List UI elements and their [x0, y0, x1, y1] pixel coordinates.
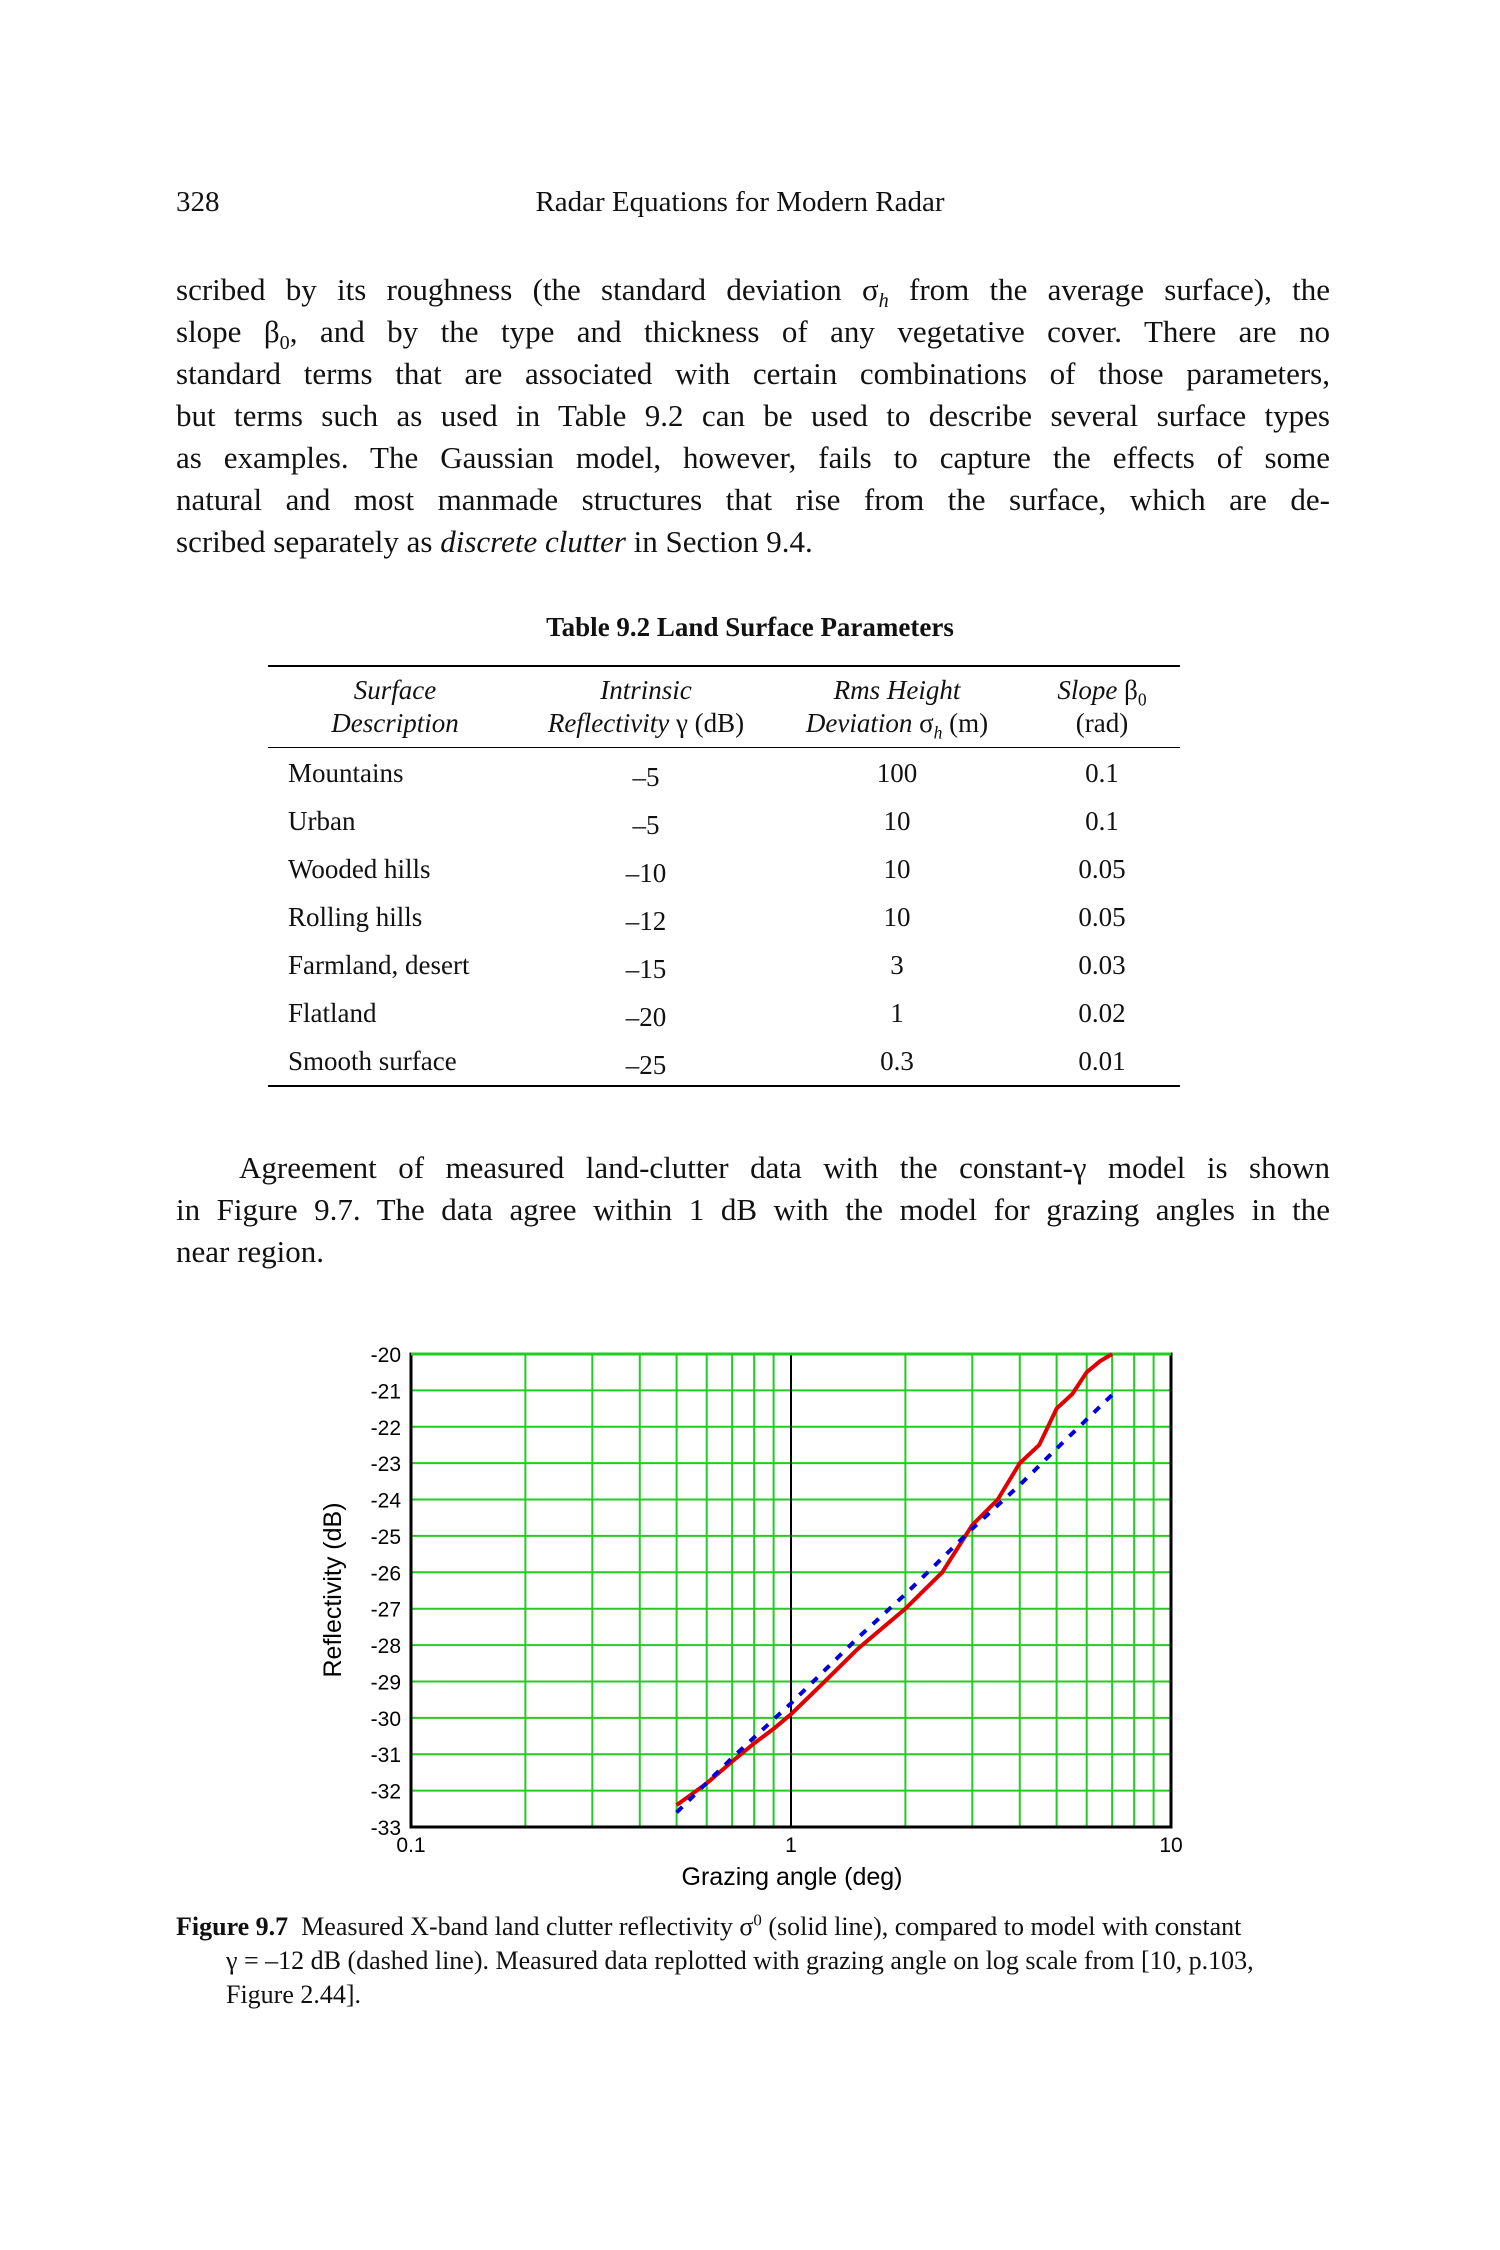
superscript: 0 — [753, 1910, 762, 1930]
cell-slope: 0.02 — [1078, 998, 1126, 1028]
cell-rms-height: 0.3 — [880, 1046, 914, 1076]
text-segment: standard terms that are associated with certain combinations of those parameters, — [176, 356, 1330, 391]
col-header-unit: γ (dB) — [675, 708, 745, 738]
cell-surface: Mountains — [288, 758, 404, 788]
caption-text: γ = –12 dB (dashed line). Measured data replotted with grazing angle on log scale from [10, p.103, — [226, 1946, 1254, 1975]
y-tick-label: -20 — [370, 1344, 401, 1367]
model-series-line — [677, 1390, 1117, 1812]
cell-surface: Rolling hills — [288, 902, 423, 932]
x-tick-label: 1 — [785, 1834, 797, 1857]
text-segment: scribed by its roughness (the standard deviation σ — [176, 272, 879, 307]
text-segment: h — [878, 290, 889, 313]
cell-reflectivity: –12 — [625, 906, 667, 936]
x-axis-label: Grazing angle (deg) — [681, 1863, 903, 1891]
text-segment: 0 — [279, 332, 290, 355]
text-segment: discrete clutter — [440, 524, 626, 559]
caption-text: Measured X-band land clutter reflectivity σ — [288, 1912, 754, 1941]
text-line: in Figure 9.7. The data agree within 1 dB with the model for grazing angles in the — [176, 1192, 1330, 1227]
col-header-text: Deviation — [805, 708, 920, 738]
cell-reflectivity: –10 — [625, 858, 667, 888]
cell-surface: Urban — [288, 806, 356, 836]
cell-reflectivity: –25 — [625, 1050, 667, 1080]
col-header-unit: (m) — [942, 708, 989, 738]
text-line: near region. — [176, 1234, 325, 1269]
col-header-line: (rad) — [1075, 708, 1129, 738]
col-header-line: Surface — [353, 675, 437, 705]
cell-rms-height: 10 — [883, 806, 911, 836]
y-tick-label: -32 — [370, 1780, 401, 1804]
y-tick-label: -21 — [370, 1380, 401, 1404]
cell-rms-height: 100 — [876, 758, 918, 788]
cell-slope: 0.1 — [1085, 806, 1119, 836]
col-header-text: Slope — [1057, 675, 1125, 705]
text-segment: from the average surface), the — [888, 272, 1330, 307]
cell-surface: Wooded hills — [288, 854, 431, 884]
y-tick-label: -24 — [370, 1489, 401, 1513]
text-segment: slope β — [176, 314, 280, 349]
cell-rms-height: 10 — [883, 902, 911, 932]
figure-caption — [176, 1910, 1336, 2012]
sigma-symbol: σ — [919, 708, 934, 738]
cell-reflectivity: –15 — [625, 954, 667, 984]
y-tick-label: -33 — [370, 1817, 401, 1840]
y-tick-label: -26 — [370, 1562, 401, 1586]
cell-reflectivity: –20 — [625, 1002, 667, 1032]
cell-slope: 0.03 — [1078, 950, 1126, 980]
cell-slope: 0.1 — [1085, 758, 1119, 788]
subscript: 0 — [1137, 689, 1147, 710]
y-tick-label: -27 — [370, 1598, 401, 1622]
y-tick-label: -29 — [370, 1671, 401, 1695]
cell-reflectivity: –5 — [632, 810, 660, 840]
y-tick-label: -31 — [370, 1744, 401, 1768]
cell-surface: Farmland, desert — [288, 950, 470, 980]
cell-rms-height: 1 — [890, 998, 904, 1028]
running-title: Radar Equations for Modern Radar — [535, 186, 945, 218]
y-tick-label: -22 — [370, 1416, 401, 1440]
y-tick-label: -28 — [370, 1635, 401, 1659]
text-segment: in Section 9.4. — [625, 524, 813, 559]
col-header-text: Reflectivity — [547, 708, 676, 738]
text-segment: , and by the type and thickness of any vegetative cover. There are no — [289, 314, 1330, 349]
figure-label: Figure 9.7 — [176, 1912, 289, 1941]
cell-slope: 0.05 — [1078, 902, 1126, 932]
cell-slope: 0.05 — [1078, 854, 1126, 884]
text-segment: natural and most manmade structures that rise from the surface, which are de- — [176, 482, 1330, 517]
cell-rms-height: 3 — [890, 950, 904, 980]
x-tick-label: 10 — [1159, 1834, 1183, 1857]
table-title: Table 9.2 Land Surface Parameters — [546, 612, 954, 642]
subscript: h — [933, 722, 943, 743]
text-segment: as examples. The Gaussian model, however, fails to capture the effects of some — [176, 440, 1330, 475]
y-tick-label: -25 — [370, 1525, 401, 1549]
y-tick-label: -30 — [370, 1707, 401, 1731]
cell-surface: Smooth surface — [288, 1046, 457, 1076]
x-tick-label: 0.1 — [396, 1834, 426, 1857]
page-number: 328 — [176, 186, 220, 218]
caption-text: (solid line), compared to model with constant — [761, 1912, 1242, 1941]
text-segment: but terms such as used in Table 9.2 can be used to describe several surface types — [176, 398, 1330, 433]
col-header-line: Intrinsic — [600, 675, 692, 705]
cell-slope: 0.01 — [1078, 1046, 1126, 1076]
measured-series-line — [677, 1354, 1113, 1805]
caption-text: Figure 2.44]. — [226, 1980, 362, 2009]
beta-symbol: β — [1124, 675, 1138, 705]
col-header-line: Rms Height — [833, 675, 961, 705]
cell-reflectivity: –5 — [632, 762, 660, 792]
text-line: Agreement of measured land-clutter data with the constant-γ model is shown — [239, 1150, 1330, 1185]
text-segment: scribed separately as — [176, 524, 441, 559]
col-header-line: Description — [331, 708, 459, 738]
y-tick-label: -23 — [370, 1453, 401, 1477]
cell-rms-height: 10 — [883, 854, 911, 884]
cell-surface: Flatland — [288, 998, 377, 1028]
y-axis-label: Reflectivity (dB) — [319, 1502, 347, 1678]
